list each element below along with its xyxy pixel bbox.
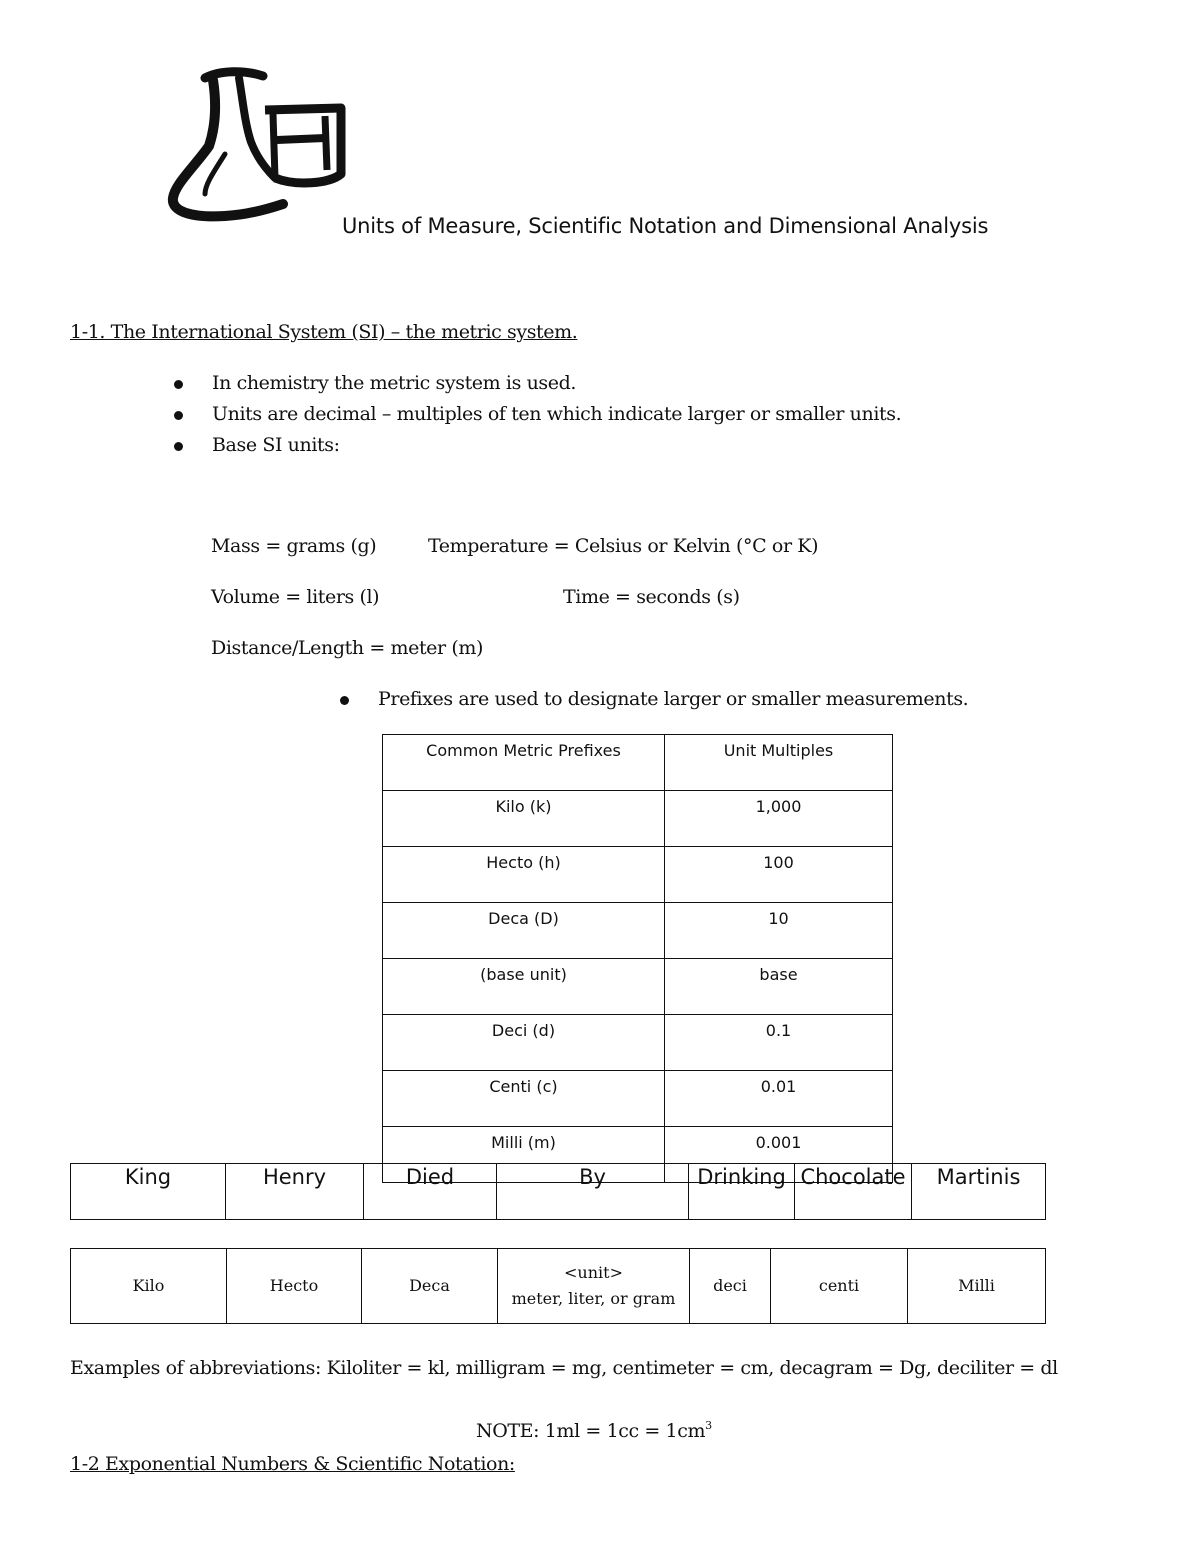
intro-bullet-list xyxy=(174,368,901,461)
mnemonic-word: Henry xyxy=(226,1164,364,1220)
mnemonic-word: Drinking xyxy=(689,1164,795,1220)
document-title: Units of Measure, Scientific Notation and Dimensional Analysis xyxy=(342,214,989,238)
table-row xyxy=(383,791,893,847)
table-cell: Deca (D) xyxy=(383,903,665,959)
mnemonic-word: King xyxy=(71,1164,226,1220)
table-row xyxy=(383,959,893,1015)
volume-note xyxy=(476,1419,712,1442)
prefix-hecto: Hecto xyxy=(227,1249,362,1324)
prefix-deci: deci xyxy=(690,1249,771,1324)
prefix-kilo: Kilo xyxy=(71,1249,227,1324)
base-unit-distance: Distance/Length = meter (m) xyxy=(211,637,483,659)
table-row xyxy=(383,903,893,959)
unit-examples: meter, liter, or gram xyxy=(511,1289,676,1308)
mnemonic-word: Chocolate xyxy=(795,1164,912,1220)
prefix-deca: Deca xyxy=(362,1249,498,1324)
table-cell: (base unit) xyxy=(383,959,665,1015)
table-header-cell: Common Metric Prefixes xyxy=(383,735,665,791)
table-row xyxy=(71,1164,1046,1220)
list-item: Units are decimal – multiples of ten which indicate larger or smaller units. xyxy=(174,399,901,430)
list-item: In chemistry the metric system is used. xyxy=(174,368,901,399)
table-cell: 0.001 xyxy=(665,1127,893,1183)
table-row xyxy=(383,1015,893,1071)
beaker-flask-logo-icon xyxy=(165,66,350,226)
mnemonic-word: Died xyxy=(364,1164,497,1220)
table-cell: 100 xyxy=(665,847,893,903)
table-cell: Kilo (k) xyxy=(383,791,665,847)
table-cell: 0.1 xyxy=(665,1015,893,1071)
table-cell: Centi (c) xyxy=(383,1071,665,1127)
table-row xyxy=(383,847,893,903)
unit-placeholder: <unit> xyxy=(564,1263,623,1282)
table-cell: 1,000 xyxy=(665,791,893,847)
base-unit-time: Time = seconds (s) xyxy=(563,586,740,608)
section-heading-si: 1-1. The International System (SI) – the metric system. xyxy=(70,321,578,343)
table-row xyxy=(383,1071,893,1127)
prefix-base-unit xyxy=(498,1249,690,1324)
table-row xyxy=(71,1249,1046,1324)
base-unit-temperature: Temperature = Celsius or Kelvin (°C or K) xyxy=(428,535,819,557)
list-item: Base SI units: xyxy=(174,430,901,461)
table-cell: Milli (m) xyxy=(383,1127,665,1183)
prefix-centi: centi xyxy=(771,1249,908,1324)
base-unit-mass: Mass = grams (g) xyxy=(211,535,377,557)
base-unit-volume: Volume = liters (l) xyxy=(211,586,380,608)
prefix-order-table xyxy=(70,1248,1046,1324)
mnemonic-word: Martinis xyxy=(912,1164,1046,1220)
table-cell: Deci (d) xyxy=(383,1015,665,1071)
list-item: Prefixes are used to designate larger or smaller measurements. xyxy=(340,684,968,715)
prefix-milli: Milli xyxy=(908,1249,1046,1324)
note-superscript: 3 xyxy=(705,1419,712,1432)
prefix-bullet-list xyxy=(340,684,968,715)
note-text: NOTE: 1ml = 1cc = 1cm xyxy=(476,1420,706,1442)
table-header-cell: Unit Multiples xyxy=(665,735,893,791)
abbreviation-examples: Examples of abbreviations: Kiloliter = kl, milligram = mg, centimeter = cm, decagram = Dg, deciliter = dl xyxy=(70,1357,1058,1379)
metric-prefix-table xyxy=(382,734,893,1183)
table-cell: 0.01 xyxy=(665,1071,893,1127)
section-heading-scientific-notation: 1-2 Exponential Numbers & Scientific Notation: xyxy=(70,1453,515,1475)
table-cell: 10 xyxy=(665,903,893,959)
table-cell: Hecto (h) xyxy=(383,847,665,903)
mnemonic-word: By xyxy=(497,1164,689,1220)
table-header-row xyxy=(383,735,893,791)
mnemonic-table xyxy=(70,1163,1046,1220)
table-cell: base xyxy=(665,959,893,1015)
